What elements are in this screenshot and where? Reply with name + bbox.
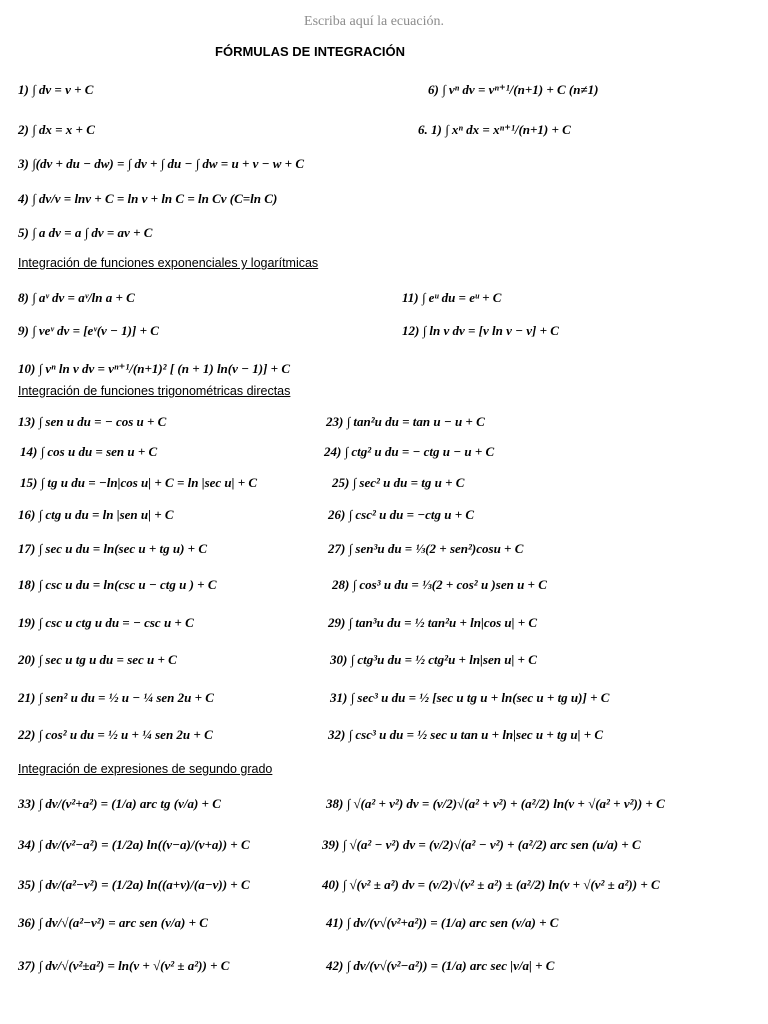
formula-32: 32) ∫ csc³ u du = ½ sec u tan u + ln|sec u + tg u| + C [328, 727, 604, 742]
formula-42: 42) ∫ dv/(v√(v²−a²)) = (1/a) arc sec |v/a| + C [326, 958, 555, 973]
formula-1: 1) ∫ dv = v + C [18, 82, 94, 97]
formula-11: 11) ∫ eᵘ du = eᵘ + C [402, 290, 502, 305]
formula-33: 33) ∫ dv/(v²+a²) = (1/a) arc tg (v/a) + C [18, 796, 221, 811]
formula-10: 10) ∫ vⁿ ln v dv = vⁿ⁺¹/(n+1)² [ (n + 1) ln(v − 1)] + C [18, 361, 291, 376]
formula-18: 18) ∫ csc u du = ln(csc u − ctg u ) + C [18, 577, 217, 592]
formula-29: 29) ∫ tan³u du = ½ tan²u + ln|cos u| + C [328, 615, 538, 630]
formula-13: 13) ∫ sen u du = − cos u + C [18, 414, 167, 429]
formula-16: 16) ∫ ctg u du = ln |sen u| + C [18, 507, 174, 522]
formula-12: 12) ∫ ln v dv = [v ln v − v] + C [402, 323, 559, 338]
formula-30: 30) ∫ ctg³u du = ½ ctg²u + ln|sen u| + C [330, 652, 537, 667]
formula-22: 22) ∫ cos² u du = ½ u + ¼ sen 2u + C [18, 727, 213, 742]
section-second-degree: Integración de expresiones de segundo grado [18, 762, 273, 776]
formula-35: 35) ∫ dv/(a²−v²) = (1/2a) ln((a+v)/(a−v)) + C [18, 877, 250, 892]
formula-28: 28) ∫ cos³ u du = ⅓(2 + cos² u )sen u + C [332, 577, 547, 592]
section-exp-log: Integración de funciones exponenciales y logarítmicas [18, 256, 319, 270]
formula-37: 37) ∫ dv/√(v²±a²) = ln(v + √(v² ± a²)) + C [18, 958, 230, 973]
formula-38: 38) ∫ √(a² + v²) dv = (v/2)√(a² + v²) + (a²/2) ln(v + √(a² + v²)) + C [326, 796, 665, 811]
formula-15: 15) ∫ tg u du = −ln|cos u| + C = ln |sec u| + C [20, 475, 258, 490]
equation-placeholder[interactable]: Escriba aquí la ecuación. [304, 14, 444, 29]
formula-4: 4) ∫ dv/v = lnv + C = ln v + ln C = ln Cv (C=ln C) [18, 191, 278, 206]
formula-27: 27) ∫ sen³u du = ⅓(2 + sen²)cosu + C [328, 541, 524, 556]
formula-21: 21) ∫ sen² u du = ½ u − ¼ sen 2u + C [18, 690, 214, 705]
formula-41: 41) ∫ dv/(v√(v²+a²)) = (1/a) arc sen (v/a) + C [326, 915, 559, 930]
formula-9: 9) ∫ veᵛ dv = [eᵛ(v − 1)] + C [18, 323, 159, 338]
formula-14: 14) ∫ cos u du = sen u + C [20, 444, 158, 459]
formula-17: 17) ∫ sec u du = ln(sec u + tg u) + C [18, 541, 208, 556]
formula-24: 24) ∫ ctg² u du = − ctg u − u + C [324, 444, 495, 459]
formula-40: 40) ∫ √(v² ± a²) dv = (v/2)√(v² ± a²) ± (a²/2) ln(v + √(v² ± a²)) + C [322, 877, 660, 892]
formula-23: 23) ∫ tan²u du = tan u − u + C [326, 414, 485, 429]
formula-36: 36) ∫ dv/√(a²−v²) = arc sen (v/a) + C [18, 915, 208, 930]
formula-8: 8) ∫ aᵛ dv = aᵛ/ln a + C [18, 290, 135, 305]
formula-3: 3) ∫(dv + du − dw) = ∫ dv + ∫ du − ∫ dw = u + v − w + C [18, 156, 304, 171]
formula-6: 6) ∫ vⁿ dv = vⁿ⁺¹/(n+1) + C (n≠1) [428, 82, 599, 97]
section-trig: Integración de funciones trigonométricas directas [18, 384, 291, 398]
formula-2: 2) ∫ dx = x + C [18, 122, 95, 137]
formula-25: 25) ∫ sec² u du = tg u + C [332, 475, 465, 490]
formula-5: 5) ∫ a dv = a ∫ dv = av + C [18, 225, 153, 240]
formula-20: 20) ∫ sec u tg u du = sec u + C [18, 652, 177, 667]
formula-26: 26) ∫ csc² u du = −ctg u + C [328, 507, 475, 522]
formula-6-1: 6. 1) ∫ xⁿ dx = xⁿ⁺¹/(n+1) + C [418, 122, 571, 137]
page-title: FÓRMULAS DE INTEGRACIÓN [215, 44, 405, 59]
formula-19: 19) ∫ csc u ctg u du = − csc u + C [18, 615, 194, 630]
formula-34: 34) ∫ dv/(v²−a²) = (1/2a) ln((v−a)/(v+a)) + C [18, 837, 250, 852]
formula-39: 39) ∫ √(a² − v²) dv = (v/2)√(a² − v²) + (a²/2) arc sen (u/a) + C [322, 837, 641, 852]
formula-31: 31) ∫ sec³ u du = ½ [sec u tg u + ln(sec u + tg u)] + C [330, 690, 610, 705]
